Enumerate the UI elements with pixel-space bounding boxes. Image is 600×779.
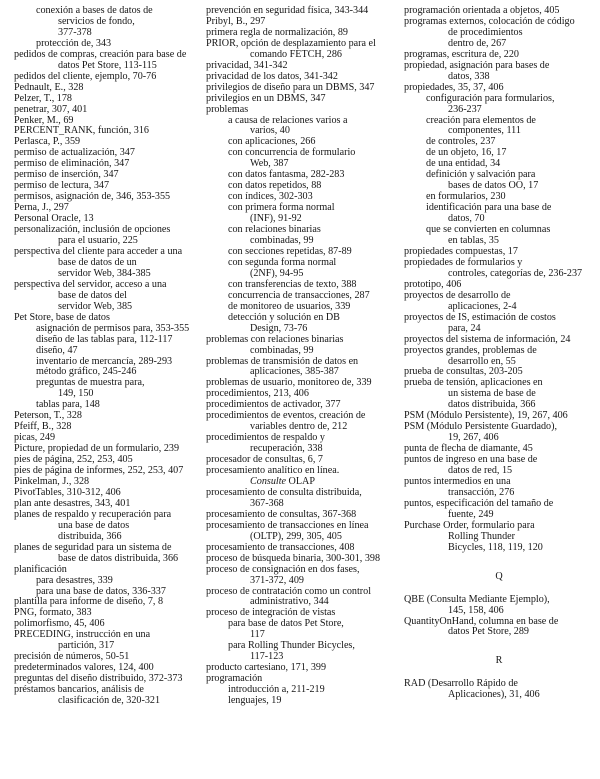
index-entry: PRIOR, opción de desplazamiento para el — [206, 37, 376, 49]
index-entry: propiedad, asignación para bases de — [404, 59, 550, 71]
section-spacer — [404, 638, 594, 650]
index-entry: preguntas del diseño distribuido, 372-373 — [14, 673, 183, 685]
index-entry: Penker, M., 69 — [14, 114, 74, 126]
index-entry: programación — [206, 673, 263, 685]
index-entry: pedidos de compras, creación para base de — [14, 48, 187, 60]
index-entry: procesamiento analítico en línea. — [206, 465, 340, 477]
index-entry: componentes, 111 — [448, 125, 521, 137]
index-entry: datos Pet Store, 113-115 — [58, 59, 157, 71]
index-entry: programas, escritura de, 220 — [404, 48, 519, 60]
index-entry: datos, 70 — [448, 213, 485, 225]
index-entry: plan ante desastres, 343, 401 — [14, 497, 131, 509]
index-entry: combinadas, 99 — [250, 235, 314, 247]
index-entry: dentro de, 267 — [448, 37, 507, 49]
index-entry: Design, 73-76 — [250, 322, 308, 334]
index-entry: privilegios de diseño para un DBMS, 347 — [206, 81, 375, 93]
index-entry: puntos intermedios en una — [404, 475, 511, 487]
index-entry: procedimientos de eventos, creación de — [206, 410, 366, 422]
index-entry: lenguajes, 19 — [228, 695, 282, 707]
section-letter-heading: Q — [495, 570, 503, 582]
index-entry: permiso de inserción, 347 — [14, 169, 119, 181]
index-entry: concurrencia de transacciones, 287 — [228, 289, 370, 301]
index-entry: proyectos de desarrollo de — [404, 289, 511, 301]
index-entry: puntos de ingreso en una base de — [404, 454, 538, 466]
index-entry: introducción a, 211-219 — [228, 684, 325, 696]
index-entry: (OLTP), 299, 305, 405 — [250, 530, 342, 542]
index-entry: procesador de consultas, 6, 7 — [206, 454, 323, 466]
index-entry: permiso de lectura, 347 — [14, 180, 110, 192]
index-entry: procedimientos de activador, 377 — [206, 399, 341, 411]
index-entry: con relaciones binarias — [228, 224, 321, 236]
index-entry: inventario de mercancía, 289-293 — [36, 355, 173, 367]
index-entry: con segunda forma normal — [228, 256, 337, 268]
index-entry: 149, 150 — [58, 388, 94, 400]
index-entry: planes de respaldo y recuperación para — [14, 508, 172, 520]
index-entry: procesamiento de transacciones en línea — [206, 519, 369, 531]
index-entry: punta de flecha de diamante, 45 — [404, 443, 533, 455]
index-entry: proceso de contratación como un control — [206, 585, 372, 597]
index-entry: 117-123 — [250, 651, 284, 663]
index-entry: combinadas, 99 — [250, 344, 314, 356]
index-entry: Bicycles, 118, 119, 120 — [448, 541, 543, 553]
index-entry: fuente, 249 — [448, 508, 494, 520]
index-entry: diseño de las tablas para, 112-117 — [36, 333, 173, 345]
index-entry: propiedades compuestas, 17 — [404, 245, 518, 257]
index-entry: aplicaciones, 2-4 — [448, 300, 517, 312]
index-entry: problemas de transmisión de datos en — [206, 355, 359, 367]
index-entry: conexión a bases de datos de — [36, 5, 153, 16]
index-entry: distribuida, 366 — [58, 530, 122, 542]
index-entry: Pribyl, B., 297 — [206, 15, 266, 27]
index-entry: propiedades de formularios y — [404, 256, 523, 268]
index-entry: procedimientos de respaldo y — [206, 432, 325, 444]
index-entry: Pednault, E., 328 — [14, 81, 84, 93]
index-entry: problemas con relaciones binarias — [206, 333, 344, 345]
index-entry: Pelzer, T., 178 — [14, 92, 72, 104]
index-entry: privacidad de los datos, 341-342 — [206, 70, 338, 82]
index-entry: 367-368 — [250, 497, 284, 509]
index-entry: proyectos del sistema de información, 24 — [404, 333, 571, 345]
index-entry: PNG, formato, 383 — [14, 607, 92, 619]
index-entry: predeterminados valores, 124, 400 — [14, 662, 154, 674]
index-entry: detección y solución en DB — [228, 311, 340, 323]
index-entry: Picture, propiedad de un formulario, 239 — [14, 443, 180, 455]
index-entry: bases de datos OO, 17 — [448, 180, 539, 192]
index-column-1 — [14, 6, 198, 779]
index-entry: 117 — [250, 629, 265, 641]
index-entry: producto cartesiano, 171, 399 — [206, 662, 327, 674]
index-entry: procesamiento de consultas, 367-368 — [206, 508, 357, 520]
index-entry: para el usuario, 225 — [58, 235, 138, 247]
index-entry: Pfeiff, B., 328 — [14, 421, 72, 433]
index-entry: prevención en seguridad física, 343-344 — [206, 5, 369, 16]
index-entry: servicios de fondo, — [58, 15, 135, 27]
index-entry: de procedimientos — [448, 26, 523, 38]
index-entry: protección de, 343 — [36, 37, 112, 49]
index-entry: datos, 338 — [448, 70, 490, 82]
index-entry: creación para elementos de — [426, 114, 536, 126]
index-entry: que se convierten en columnas — [426, 224, 551, 236]
index-entry: programación orientada a objetos, 405 — [404, 5, 560, 16]
section-spacer — [404, 554, 594, 566]
index-entry: QuantityOnHand, columna en base de — [404, 615, 559, 627]
index-entry: (2NF), 94-95 — [250, 267, 304, 279]
index-entry: procedimientos, 213, 406 — [206, 388, 309, 400]
index-entry: penetrar, 307, 401 — [14, 103, 88, 115]
index-entry: para una base de datos, 336-337 — [36, 585, 166, 597]
index-entry: desarrollo en, 55 — [448, 355, 516, 367]
index-entry: pies de página, 252, 253, 405 — [14, 454, 133, 466]
index-column-3 — [404, 6, 594, 779]
index-entry: administrativo, 344 — [250, 596, 329, 608]
index-entry: definición y salvación para — [426, 169, 536, 181]
index-entry: servidor Web, 384-385 — [58, 267, 151, 279]
index-entry: para desastres, 339 — [36, 574, 113, 586]
index-entry: con transferencias de texto, 388 — [228, 278, 357, 290]
index-entry: Web, 387 — [250, 158, 289, 170]
index-entry: con primera forma normal — [228, 202, 335, 214]
index-entry: aplicaciones, 385-387 — [250, 366, 339, 378]
index-entry: a causa de relaciones varios a — [228, 114, 348, 126]
index-entry: programas externos, colocación de código — [404, 15, 575, 27]
index-entry: personalización, inclusión de opciones — [14, 224, 171, 236]
index-entry: picas, 249 — [14, 432, 56, 444]
index-entry: permiso de actualización, 347 — [14, 147, 135, 159]
index-entry: Purchase Order, formulario para — [404, 519, 535, 531]
index-entry: recuperación, 338 — [250, 443, 323, 455]
index-entry: de un objeto, 16, 17 — [426, 147, 507, 159]
index-entry: de monitoreo de usuarios, 339 — [228, 300, 351, 312]
index-entry: asignación de permisos para, 353-355 — [36, 322, 190, 334]
index-entry: para, 24 — [448, 322, 481, 334]
index-entry: permisos, asignación de, 346, 353-355 — [14, 191, 171, 203]
index-entry: perspectiva del cliente para acceder a una — [14, 245, 183, 257]
index-entry: Peterson, T., 328 — [14, 410, 82, 422]
index-entry: servidor Web, 385 — [58, 300, 133, 312]
index-entry: problemas de usuario, monitoreo de, 339 — [206, 377, 372, 389]
index-entry: problemas — [206, 103, 249, 115]
index-entry: 236-237 — [448, 103, 482, 115]
index-entry: Aplicaciones), 31, 406 — [448, 689, 540, 701]
index-entry: Pinkelman, J., 328 — [14, 475, 90, 487]
index-entry: en tablas, 35 — [448, 235, 499, 247]
index-entry: una base de datos — [58, 519, 130, 531]
index-entry: transacción, 276 — [448, 486, 515, 498]
index-entry: tablas para, 148 — [36, 399, 100, 411]
index-entry: proceso de búsqueda binaria, 300-301, 398 — [206, 552, 381, 564]
index-entry: Personal Oracle, 13 — [14, 213, 94, 225]
index-entry: con datos fantasma, 282-283 — [228, 169, 345, 181]
index-entry: prueba de consultas, 203-205 — [404, 366, 523, 378]
index-entry: variables dentro de, 212 — [250, 421, 348, 433]
index-entry: varios, 40 — [250, 125, 290, 137]
index-entry: en formularios, 230 — [426, 191, 506, 203]
index-entry: proceso de integración de vistas — [206, 607, 336, 619]
index-entry: identificación para una base de — [426, 202, 552, 214]
index-entry: base de datos de un — [58, 256, 137, 268]
index-entry: privilegios en un DBMS, 347 — [206, 92, 326, 104]
index-entry: controles, categorías de, 236-237 — [448, 267, 583, 279]
index-entry: planes de seguridad para un sistema de — [14, 541, 172, 553]
index-entry: permiso de eliminación, 347 — [14, 158, 130, 170]
index-entry: primera regla de normalización, 89 — [206, 26, 348, 38]
index-entry: con aplicaciones, 266 — [228, 136, 316, 148]
index-entry: pedidos del cliente, ejemplo, 70-76 — [14, 70, 157, 82]
index-entry: (INF), 91-92 — [250, 213, 302, 225]
index-entry: base de datos distribuida, 366 — [58, 552, 179, 564]
index-entry: configuración para formularios, — [426, 92, 555, 104]
index-entry: Pet Store, base de datos — [14, 311, 110, 323]
index-entry: puntos, especificación del tamaño de — [404, 497, 554, 509]
index-entry: comando FETCH, 286 — [250, 48, 342, 60]
index-entry: planificación — [14, 563, 67, 575]
index-entry: con secciones repetidas, 87-89 — [228, 245, 352, 257]
index-entry: para base de datos Pet Store, — [228, 618, 344, 630]
index-entry: preguntas de muestra para, — [36, 377, 145, 389]
index-entry: prototipo, 406 — [404, 278, 462, 290]
index-entry: diseño, 47 — [36, 344, 78, 356]
index-entry: PivotTables, 310-312, 406 — [14, 486, 121, 498]
index-entry: PRECEDING, instrucción en una — [14, 629, 151, 641]
index-entry: para Rolling Thunder Bicycles, — [228, 640, 355, 652]
index-entry: procesamiento de transacciones, 408 — [206, 541, 355, 553]
section-letter-heading: R — [495, 655, 503, 667]
index-entry: Rolling Thunder — [448, 530, 516, 542]
index-entry: procesamiento de consulta distribuida, — [206, 486, 362, 498]
index-entry: propiedades, 35, 37, 406 — [404, 81, 504, 93]
index-entry: perspectiva del servidor, acceso a una — [14, 278, 167, 290]
index-entry: método gráfico, 245-246 — [36, 366, 137, 378]
index-entry: préstamos bancarios, análisis de — [14, 684, 144, 696]
index-entry: 145, 158, 406 — [448, 604, 504, 616]
index-entry: de una entidad, 34 — [426, 158, 501, 170]
index-entry: plantilla para informe de diseño, 7, 8 — [14, 596, 164, 608]
index-entry: PERCENT_RANK, función, 316 — [14, 125, 149, 137]
index-entry: polimorfismo, 45, 406 — [14, 618, 105, 630]
index-column-2 — [206, 6, 396, 779]
index-entry: con datos repetidos, 88 — [228, 180, 322, 192]
index-entry: proyectos grandes, problemas de — [404, 344, 537, 356]
index-entry: con índices, 302-303 — [228, 191, 313, 203]
index-entry: proyectos de IS, estimación de costos — [404, 311, 556, 323]
index-entry: 19, 267, 406 — [448, 432, 499, 444]
index-entry: Perlasca, P., 359 — [14, 136, 81, 148]
index-entry: de controles, 237 — [426, 136, 496, 148]
index-entry: datos Pet Store, 289 — [448, 626, 529, 638]
index-entry: base de datos del — [58, 289, 127, 301]
index-entry: datos de red, 15 — [448, 465, 513, 477]
index-entry: prueba de tensión, aplicaciones en — [404, 377, 543, 389]
index-entry: RAD (Desarrollo Rápido de — [404, 678, 518, 690]
index-entry: privacidad, 341-342 — [206, 59, 288, 71]
index-entry: Perna, J., 297 — [14, 202, 69, 214]
index-entry: pies de página de informes, 252, 253, 407 — [14, 465, 184, 477]
index-entry: partición, 317 — [58, 640, 115, 652]
index-entry: precisión de números, 50-51 — [14, 651, 130, 663]
index-entry: datos distribuida, 366 — [448, 399, 536, 411]
index-entry: Consulte OLAP — [250, 475, 315, 487]
index-entry: PSM (Módulo Persistente), 19, 267, 406 — [404, 410, 568, 422]
index-entry: 377-378 — [58, 26, 92, 38]
index-entry: un sistema de base de — [448, 388, 536, 400]
index-entry: proceso de consignación en dos fases, — [206, 563, 360, 575]
index-entry: QBE (Consulta Mediante Ejemplo), — [404, 593, 550, 605]
index-entry: 371-372, 409 — [250, 574, 304, 586]
index-entry: PSM (Módulo Persistente Guardado), — [404, 421, 557, 433]
index-entry: con concurrencia de formulario — [228, 147, 356, 159]
index-entry: clasificación de, 320-321 — [58, 695, 161, 707]
